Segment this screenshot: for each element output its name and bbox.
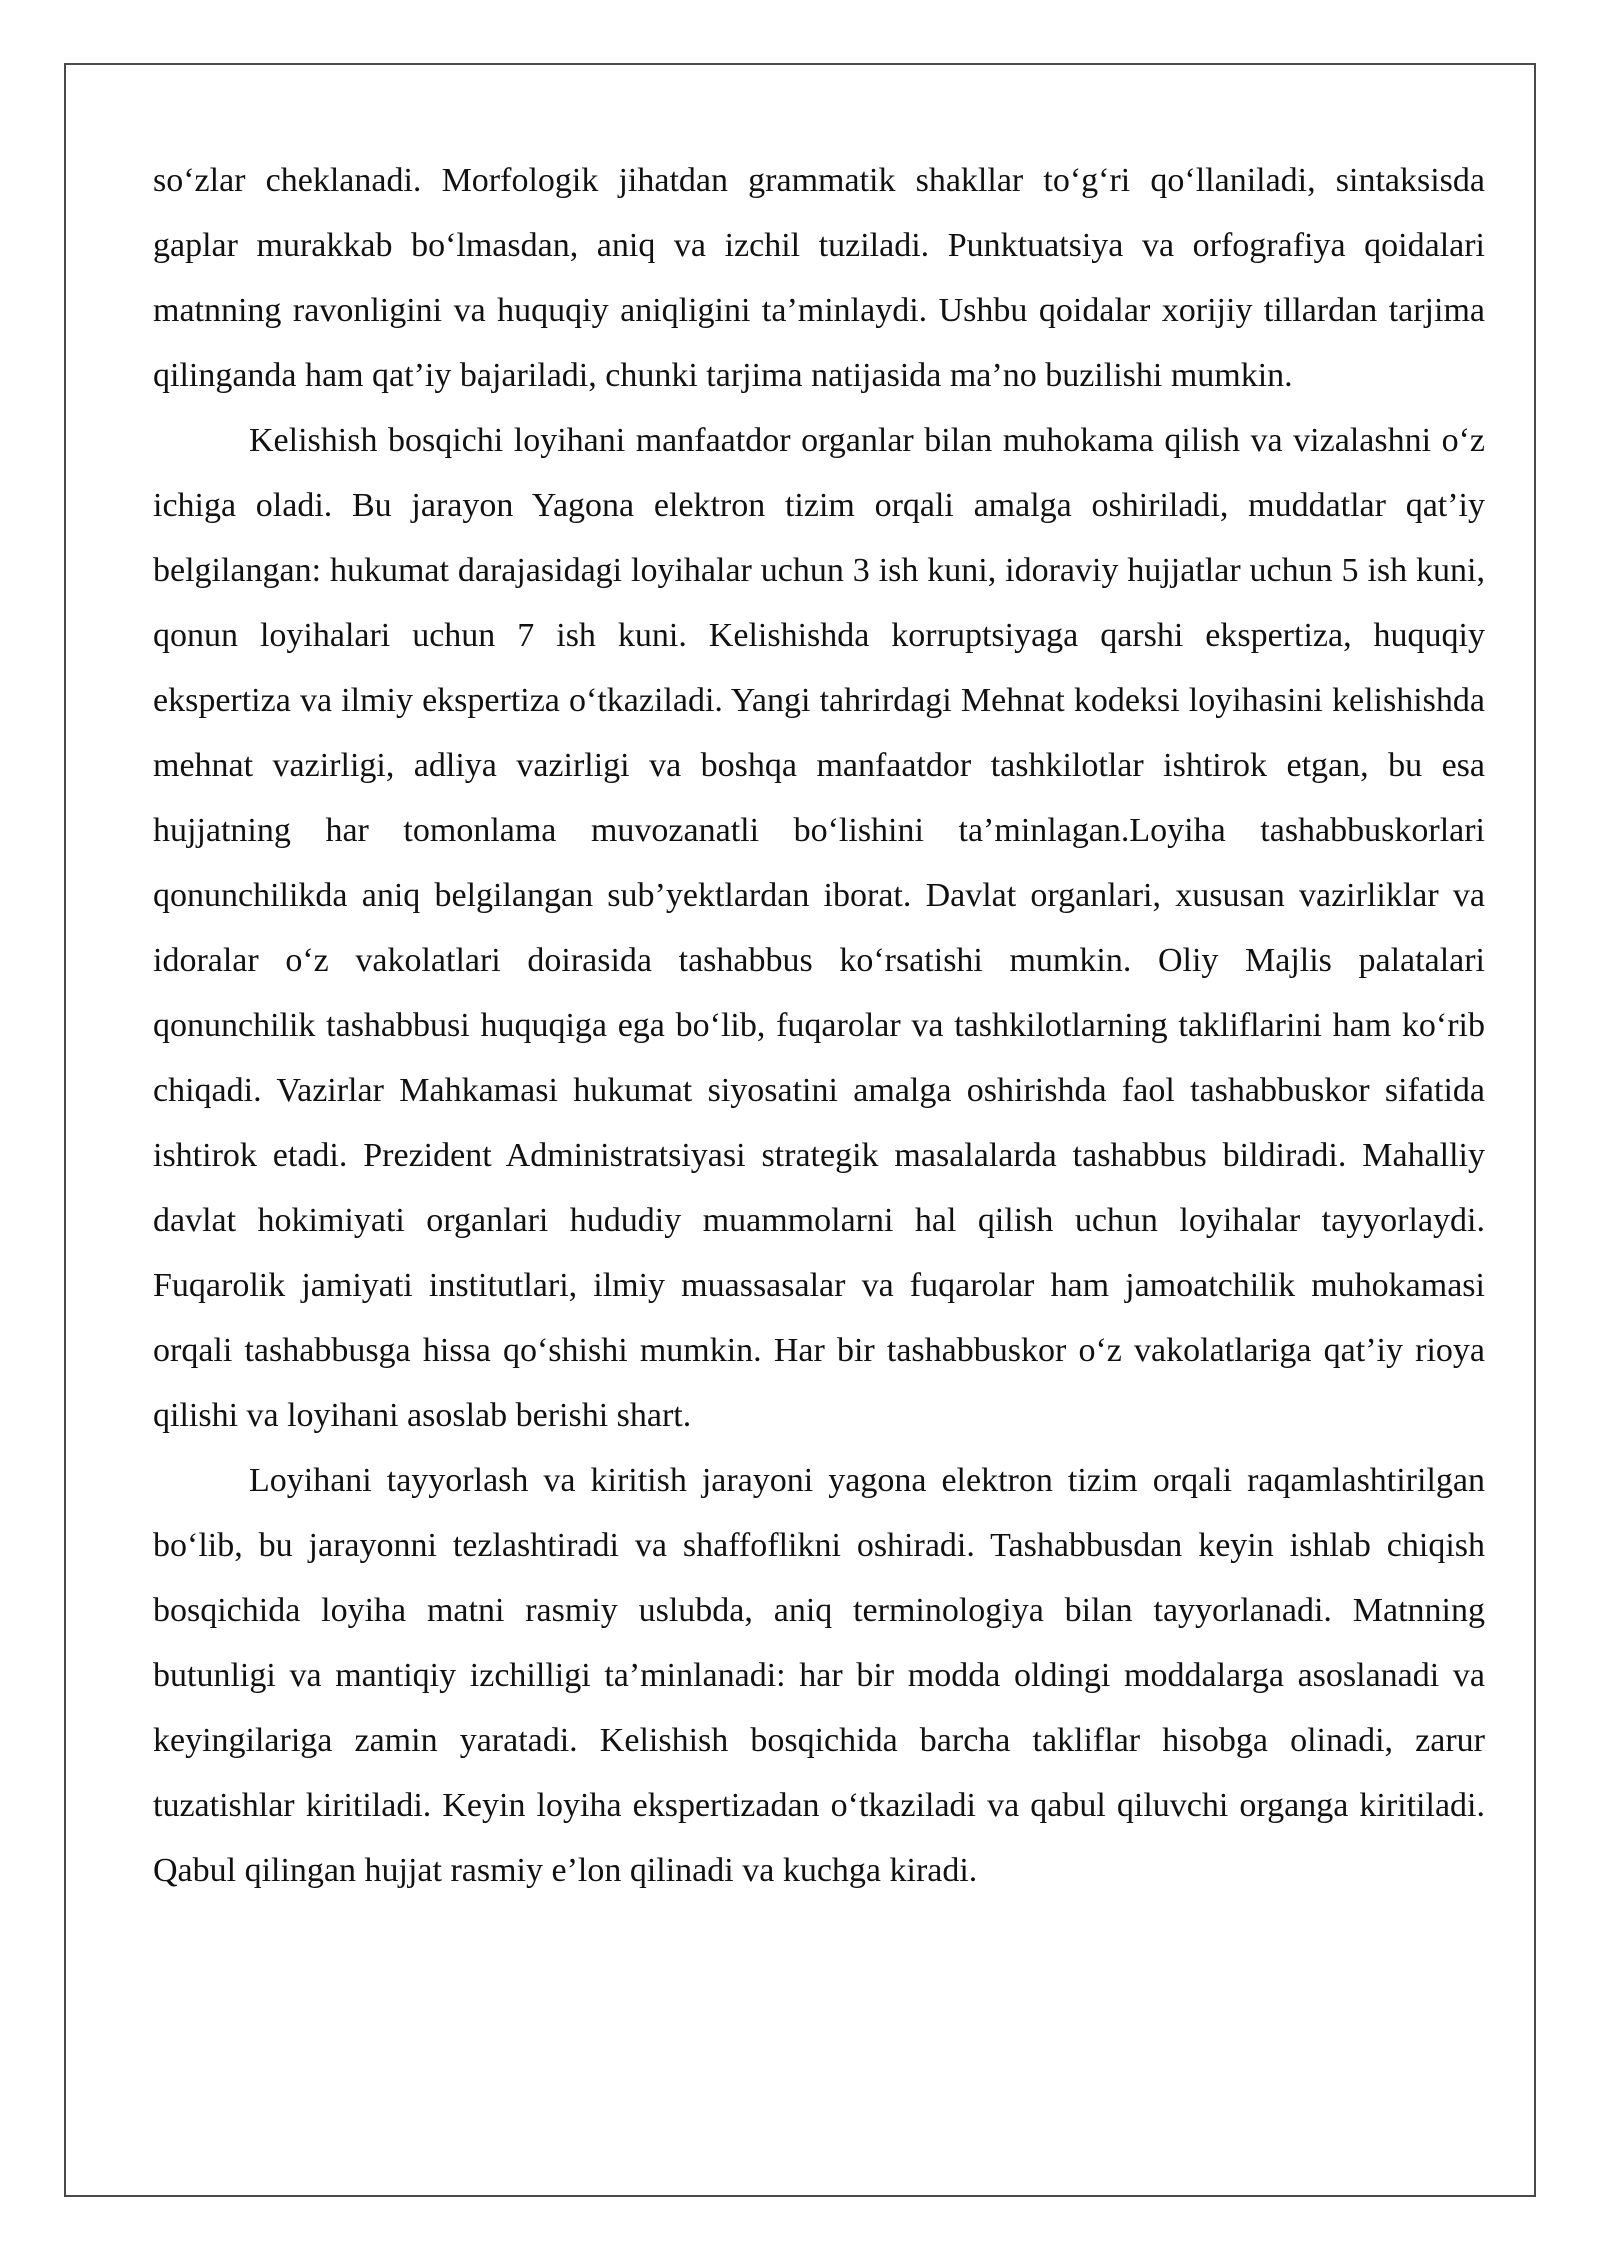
document-body	[153, 148, 1485, 1903]
paragraph-3: Loyihani tayyorlash va kiritish jarayoni yagona elektron tizim orqali raqamlashtirilgan bo‘lib, bu jarayonni tezlashtiradi va shaffoflikni oshiradi. Tashabbusdan keyin ishlab chiqish bosqichida loyiha matni rasmiy uslubda, aniq terminologiya bilan tayyorlanadi. Matnning butunligi va mantiqiy izchilligi ta’minlanadi: har bir modda oldingi moddalarga asoslanadi va keyingilariga zamin yaratadi. Kelishish bosqichida barcha takliflar hisobga olinadi, zarur tuzatishlar kiritiladi. Keyin loyiha ekspertizadan o‘tkaziladi va qabul qiluvchi organga kiritiladi. Qabul qilingan hujjat rasmiy e’lon qilinadi va kuchga kiradi.	[153, 1462, 1485, 1889]
paragraph-1: so‘zlar cheklanadi. Morfologik jihatdan grammatik shakllar to‘g‘ri qo‘llaniladi, sintaksisda gaplar murakkab bo‘lmasdan, aniq va izchil tuziladi. Punktuatsiya va orfografiya qoidalari matnning ravonligini va huquqiy aniqligini ta’minlaydi. Ushbu qoidalar xorijiy tillardan tarjima qilinganda ham qat’iy bajariladi, chunki tarjima natijasida ma’no buzilishi mumkin.	[153, 162, 1485, 394]
paragraph-2: Kelishish bosqichi loyihani manfaatdor organlar bilan muhokama qilish va vizalashni o‘z ichiga oladi. Bu jarayon Yagona elektron tizim orqali amalga oshiriladi, muddatlar qat’iy belgilangan: hukumat darajasidagi loyihalar uchun 3 ish kuni, idoraviy hujjatlar uchun 5 ish kuni, qonun loyihalari uchun 7 ish kuni. Kelishishda korruptsiyaga qarshi ekspertiza, huquqiy ekspertiza va ilmiy ekspertiza o‘tkaziladi. Yangi tahrirdagi Mehnat kodeksi loyihasini kelishishda mehnat vazirligi, adliya vazirligi va boshqa manfaatdor tashkilotlar ishtirok etgan, bu esa hujjatning har tomonlama muvozanatli bo‘lishini ta’minlagan.Loyiha tashabbuskorlari qonunchilikda aniq belgilangan sub’yektlardan iborat. Davlat organlari, xususan vazirliklar va idoralar o‘z vakolatlari doirasida tashabbus ko‘rsatishi mumkin. Oliy Majlis palatalari qonunchilik tashabbusi huquqiga ega bo‘lib, fuqarolar va tashkilotlarning takliflarini ham ko‘rib chiqadi. Vazirlar Mahkamasi hukumat siyosatini amalga oshirishda faol tashabbuskor sifatida ishtirok etadi. Prezident Administratsiyasi strategik masalalarda tashabbus bildiradi. Mahalliy davlat hokimiyati organlari hududiy muammolarni hal qilish uchun loyihalar tayyorlaydi. Fuqarolik jamiyati institutlari, ilmiy muassasalar va fuqarolar ham jamoatchilik muhokamasi orqali tashabbusga hissa qo‘shishi mumkin. Har bir tashabbuskor o‘z vakolatlariga qat’iy rioya qilishi va loyihani asoslab berishi shart.	[153, 422, 1485, 1434]
